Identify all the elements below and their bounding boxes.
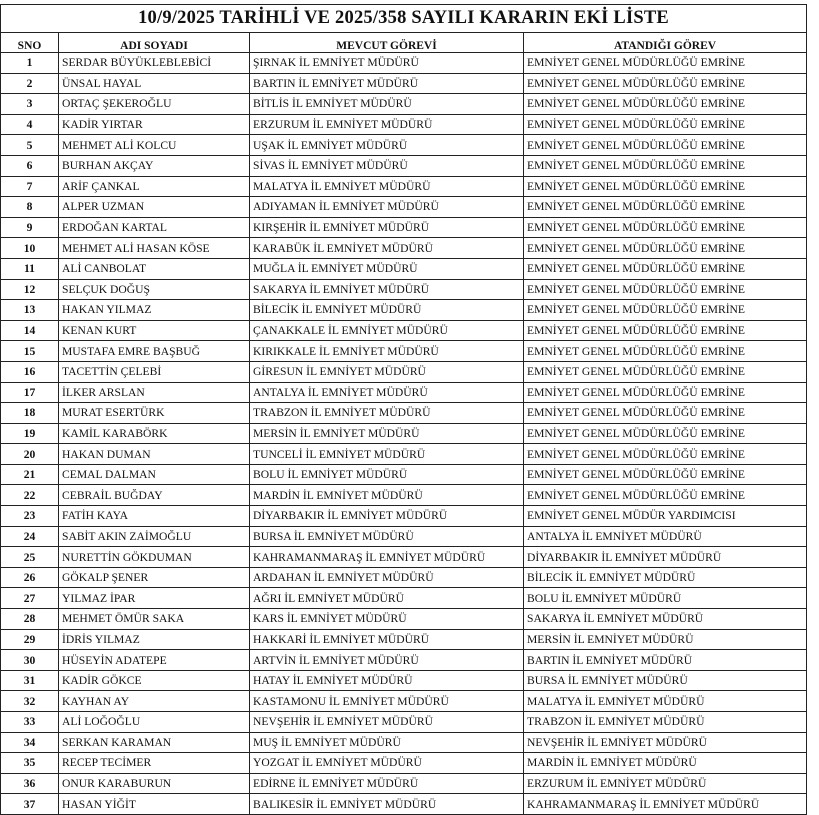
cell-sno: 21 [1, 464, 59, 485]
column-header-current: MEVCUT GÖREVİ [250, 33, 524, 53]
cell-current-duty: GİRESUN İL EMNİYET MÜDÜRÜ [250, 361, 524, 382]
cell-name: ERDOĞAN KARTAL [59, 217, 250, 238]
cell-name: İDRİS YILMAZ [59, 629, 250, 650]
cell-current-duty: AĞRI İL EMNİYET MÜDÜRÜ [250, 588, 524, 609]
table-row [1, 773, 807, 794]
cell-name: HASAN YİĞİT [59, 794, 250, 815]
cell-sno: 8 [1, 197, 59, 218]
cell-sno: 17 [1, 382, 59, 403]
cell-name: YILMAZ İPAR [59, 588, 250, 609]
cell-name: HAKAN DUMAN [59, 444, 250, 465]
table-row [1, 94, 807, 115]
cell-assigned-duty: EMNİYET GENEL MÜDÜRLÜĞÜ EMRİNE [524, 94, 807, 115]
assignment-table [0, 4, 807, 815]
table-row [1, 300, 807, 321]
cell-current-duty: KIRŞEHİR İL EMNİYET MÜDÜRÜ [250, 217, 524, 238]
table-row [1, 423, 807, 444]
table-row [1, 567, 807, 588]
cell-sno: 37 [1, 794, 59, 815]
cell-assigned-duty: BİLECİK İL EMNİYET MÜDÜRÜ [524, 567, 807, 588]
table-row [1, 588, 807, 609]
cell-current-duty: TUNCELİ İL EMNİYET MÜDÜRÜ [250, 444, 524, 465]
table-row [1, 197, 807, 218]
table-row [1, 506, 807, 527]
cell-name: TACETTİN ÇELEBİ [59, 361, 250, 382]
cell-assigned-duty: DİYARBAKIR İL EMNİYET MÜDÜRÜ [524, 547, 807, 568]
table-row [1, 217, 807, 238]
cell-name: HÜSEYİN ADATEPE [59, 650, 250, 671]
cell-assigned-duty: MARDİN İL EMNİYET MÜDÜRÜ [524, 753, 807, 774]
cell-sno: 2 [1, 73, 59, 94]
cell-name: SERKAN KARAMAN [59, 732, 250, 753]
cell-current-duty: NEVŞEHİR İL EMNİYET MÜDÜRÜ [250, 712, 524, 733]
cell-assigned-duty: EMNİYET GENEL MÜDÜRLÜĞÜ EMRİNE [524, 135, 807, 156]
cell-name: FATİH KAYA [59, 506, 250, 527]
cell-current-duty: SAKARYA İL EMNİYET MÜDÜRÜ [250, 279, 524, 300]
cell-sno: 35 [1, 753, 59, 774]
cell-name: ÜNSAL HAYAL [59, 73, 250, 94]
cell-current-duty: ANTALYA İL EMNİYET MÜDÜRÜ [250, 382, 524, 403]
cell-name: CEMAL DALMAN [59, 464, 250, 485]
cell-assigned-duty: MALATYA İL EMNİYET MÜDÜRÜ [524, 691, 807, 712]
cell-name: CEBRAİL BUĞDAY [59, 485, 250, 506]
cell-assigned-duty: EMNİYET GENEL MÜDÜRLÜĞÜ EMRİNE [524, 279, 807, 300]
column-header-name: ADI SOYADI [59, 33, 250, 53]
cell-sno: 7 [1, 176, 59, 197]
cell-sno: 1 [1, 53, 59, 74]
cell-current-duty: MERSİN İL EMNİYET MÜDÜRÜ [250, 423, 524, 444]
cell-assigned-duty: EMNİYET GENEL MÜDÜRLÜĞÜ EMRİNE [524, 73, 807, 94]
cell-assigned-duty: EMNİYET GENEL MÜDÜRLÜĞÜ EMRİNE [524, 217, 807, 238]
cell-assigned-duty: EMNİYET GENEL MÜDÜRLÜĞÜ EMRİNE [524, 403, 807, 424]
cell-assigned-duty: SAKARYA İL EMNİYET MÜDÜRÜ [524, 609, 807, 630]
cell-current-duty: BURSA İL EMNİYET MÜDÜRÜ [250, 526, 524, 547]
table-row [1, 361, 807, 382]
table-row [1, 794, 807, 815]
cell-current-duty: TRABZON İL EMNİYET MÜDÜRÜ [250, 403, 524, 424]
cell-sno: 15 [1, 341, 59, 362]
cell-sno: 31 [1, 670, 59, 691]
column-header-assigned: ATANDIĞI GÖREV [524, 33, 807, 53]
cell-sno: 14 [1, 320, 59, 341]
cell-assigned-duty: ERZURUM İL EMNİYET MÜDÜRÜ [524, 773, 807, 794]
cell-sno: 18 [1, 403, 59, 424]
cell-assigned-duty: EMNİYET GENEL MÜDÜRLÜĞÜ EMRİNE [524, 176, 807, 197]
cell-sno: 12 [1, 279, 59, 300]
cell-sno: 4 [1, 114, 59, 135]
cell-name: BURHAN AKÇAY [59, 155, 250, 176]
cell-name: ALİ CANBOLAT [59, 258, 250, 279]
cell-sno: 33 [1, 712, 59, 733]
table-row [1, 155, 807, 176]
cell-current-duty: DİYARBAKIR İL EMNİYET MÜDÜRÜ [250, 506, 524, 527]
cell-current-duty: ÇANAKKALE İL EMNİYET MÜDÜRÜ [250, 320, 524, 341]
cell-name: SERDAR BÜYÜKLEBLEBİCİ [59, 53, 250, 74]
cell-assigned-duty: EMNİYET GENEL MÜDÜRLÜĞÜ EMRİNE [524, 444, 807, 465]
table-body [1, 53, 807, 815]
cell-current-duty: ARDAHAN İL EMNİYET MÜDÜRÜ [250, 567, 524, 588]
cell-name: HAKAN YILMAZ [59, 300, 250, 321]
table-row [1, 341, 807, 362]
table-row [1, 382, 807, 403]
table-row [1, 650, 807, 671]
cell-sno: 16 [1, 361, 59, 382]
cell-current-duty: BARTIN İL EMNİYET MÜDÜRÜ [250, 73, 524, 94]
cell-name: KADİR YIRTAR [59, 114, 250, 135]
column-header-sno: SNO [1, 33, 59, 53]
cell-current-duty: MUŞ İL EMNİYET MÜDÜRÜ [250, 732, 524, 753]
cell-name: ONUR KARABURUN [59, 773, 250, 794]
cell-name: ALİ LOĞOĞLU [59, 712, 250, 733]
cell-assigned-duty: BURSA İL EMNİYET MÜDÜRÜ [524, 670, 807, 691]
cell-assigned-duty: EMNİYET GENEL MÜDÜRLÜĞÜ EMRİNE [524, 300, 807, 321]
table-row [1, 135, 807, 156]
cell-name: MEHMET ALİ HASAN KÖSE [59, 238, 250, 259]
cell-name: MEHMET ÖMÜR SAKA [59, 609, 250, 630]
cell-assigned-duty: EMNİYET GENEL MÜDÜRLÜĞÜ EMRİNE [524, 114, 807, 135]
table-row [1, 670, 807, 691]
cell-sno: 6 [1, 155, 59, 176]
title-row [1, 5, 807, 33]
cell-sno: 34 [1, 732, 59, 753]
cell-assigned-duty: NEVŞEHİR İL EMNİYET MÜDÜRÜ [524, 732, 807, 753]
cell-sno: 11 [1, 258, 59, 279]
cell-name: İLKER ARSLAN [59, 382, 250, 403]
cell-current-duty: HAKKARİ İL EMNİYET MÜDÜRÜ [250, 629, 524, 650]
cell-name: GÖKALP ŞENER [59, 567, 250, 588]
cell-assigned-duty: EMNİYET GENEL MÜDÜRLÜĞÜ EMRİNE [524, 382, 807, 403]
cell-name: KENAN KURT [59, 320, 250, 341]
cell-current-duty: YOZGAT İL EMNİYET MÜDÜRÜ [250, 753, 524, 774]
cell-name: ORTAÇ ŞEKEROĞLU [59, 94, 250, 115]
cell-current-duty: MARDİN İL EMNİYET MÜDÜRÜ [250, 485, 524, 506]
cell-assigned-duty: EMNİYET GENEL MÜDÜRLÜĞÜ EMRİNE [524, 320, 807, 341]
cell-name: SABİT AKIN ZAİMOĞLU [59, 526, 250, 547]
cell-assigned-duty: EMNİYET GENEL MÜDÜRLÜĞÜ EMRİNE [524, 485, 807, 506]
cell-assigned-duty: EMNİYET GENEL MÜDÜRLÜĞÜ EMRİNE [524, 258, 807, 279]
cell-assigned-duty: EMNİYET GENEL MÜDÜRLÜĞÜ EMRİNE [524, 53, 807, 74]
cell-assigned-duty: EMNİYET GENEL MÜDÜRLÜĞÜ EMRİNE [524, 464, 807, 485]
cell-sno: 5 [1, 135, 59, 156]
header-row [1, 33, 807, 53]
cell-current-duty: KIRIKKALE İL EMNİYET MÜDÜRÜ [250, 341, 524, 362]
cell-name: ARİF ÇANKAL [59, 176, 250, 197]
cell-sno: 36 [1, 773, 59, 794]
cell-name: KADİR GÖKCE [59, 670, 250, 691]
table-row [1, 238, 807, 259]
cell-current-duty: KARS İL EMNİYET MÜDÜRÜ [250, 609, 524, 630]
cell-name: SELÇUK DOĞUŞ [59, 279, 250, 300]
cell-current-duty: MALATYA İL EMNİYET MÜDÜRÜ [250, 176, 524, 197]
cell-current-duty: KARABÜK İL EMNİYET MÜDÜRÜ [250, 238, 524, 259]
cell-assigned-duty: EMNİYET GENEL MÜDÜRLÜĞÜ EMRİNE [524, 341, 807, 362]
cell-assigned-duty: MERSİN İL EMNİYET MÜDÜRÜ [524, 629, 807, 650]
cell-sno: 24 [1, 526, 59, 547]
table-row [1, 526, 807, 547]
cell-sno: 20 [1, 444, 59, 465]
cell-current-duty: ARTVİN İL EMNİYET MÜDÜRÜ [250, 650, 524, 671]
cell-name: MEHMET ALİ KOLCU [59, 135, 250, 156]
cell-sno: 9 [1, 217, 59, 238]
table-row [1, 712, 807, 733]
cell-current-duty: ADIYAMAN İL EMNİYET MÜDÜRÜ [250, 197, 524, 218]
table-row [1, 732, 807, 753]
cell-sno: 23 [1, 506, 59, 527]
cell-assigned-duty: TRABZON İL EMNİYET MÜDÜRÜ [524, 712, 807, 733]
cell-current-duty: BOLU İL EMNİYET MÜDÜRÜ [250, 464, 524, 485]
cell-assigned-duty: EMNİYET GENEL MÜDÜR YARDIMCISI [524, 506, 807, 527]
table-row [1, 320, 807, 341]
table-row [1, 629, 807, 650]
table-row [1, 464, 807, 485]
cell-assigned-duty: ANTALYA İL EMNİYET MÜDÜRÜ [524, 526, 807, 547]
table-row [1, 73, 807, 94]
table-row [1, 485, 807, 506]
cell-sno: 30 [1, 650, 59, 671]
table-row [1, 609, 807, 630]
cell-sno: 26 [1, 567, 59, 588]
cell-sno: 19 [1, 423, 59, 444]
cell-assigned-duty: EMNİYET GENEL MÜDÜRLÜĞÜ EMRİNE [524, 238, 807, 259]
cell-current-duty: KASTAMONU İL EMNİYET MÜDÜRÜ [250, 691, 524, 712]
cell-assigned-duty: KAHRAMANMARAŞ İL EMNİYET MÜDÜRÜ [524, 794, 807, 815]
cell-sno: 28 [1, 609, 59, 630]
cell-name: RECEP TECİMER [59, 753, 250, 774]
cell-assigned-duty: EMNİYET GENEL MÜDÜRLÜĞÜ EMRİNE [524, 423, 807, 444]
cell-current-duty: UŞAK İL EMNİYET MÜDÜRÜ [250, 135, 524, 156]
table-row [1, 753, 807, 774]
table-row [1, 279, 807, 300]
cell-sno: 25 [1, 547, 59, 568]
cell-name: ALPER UZMAN [59, 197, 250, 218]
cell-sno: 10 [1, 238, 59, 259]
cell-current-duty: BİLECİK İL EMNİYET MÜDÜRÜ [250, 300, 524, 321]
cell-name: MURAT ESERTÜRK [59, 403, 250, 424]
cell-current-duty: BALIKESİR İL EMNİYET MÜDÜRÜ [250, 794, 524, 815]
cell-sno: 13 [1, 300, 59, 321]
cell-assigned-duty: EMNİYET GENEL MÜDÜRLÜĞÜ EMRİNE [524, 197, 807, 218]
table-row [1, 53, 807, 74]
cell-sno: 29 [1, 629, 59, 650]
cell-assigned-duty: BARTIN İL EMNİYET MÜDÜRÜ [524, 650, 807, 671]
cell-sno: 22 [1, 485, 59, 506]
cell-sno: 3 [1, 94, 59, 115]
cell-sno: 27 [1, 588, 59, 609]
document-sheet [0, 4, 806, 815]
cell-name: NURETTİN GÖKDUMAN [59, 547, 250, 568]
cell-name: KAMİL KARABÖRK [59, 423, 250, 444]
cell-current-duty: SİVAS İL EMNİYET MÜDÜRÜ [250, 155, 524, 176]
cell-current-duty: BİTLİS İL EMNİYET MÜDÜRÜ [250, 94, 524, 115]
cell-current-duty: KAHRAMANMARAŞ İL EMNİYET MÜDÜRÜ [250, 547, 524, 568]
cell-assigned-duty: BOLU İL EMNİYET MÜDÜRÜ [524, 588, 807, 609]
table-row [1, 547, 807, 568]
cell-current-duty: EDİRNE İL EMNİYET MÜDÜRÜ [250, 773, 524, 794]
table-row [1, 444, 807, 465]
cell-assigned-duty: EMNİYET GENEL MÜDÜRLÜĞÜ EMRİNE [524, 155, 807, 176]
table-row [1, 403, 807, 424]
cell-name: MUSTAFA EMRE BAŞBUĞ [59, 341, 250, 362]
table-row [1, 114, 807, 135]
cell-current-duty: ERZURUM İL EMNİYET MÜDÜRÜ [250, 114, 524, 135]
table-row [1, 176, 807, 197]
cell-name: KAYHAN AY [59, 691, 250, 712]
cell-current-duty: ŞIRNAK İL EMNİYET MÜDÜRÜ [250, 53, 524, 74]
table-row [1, 258, 807, 279]
document-title: 10/9/2025 TARİHLİ VE 2025/358 SAYILI KARARIN EKİ LİSTE [1, 5, 807, 33]
table-row [1, 691, 807, 712]
cell-assigned-duty: EMNİYET GENEL MÜDÜRLÜĞÜ EMRİNE [524, 361, 807, 382]
cell-sno: 32 [1, 691, 59, 712]
cell-current-duty: HATAY İL EMNİYET MÜDÜRÜ [250, 670, 524, 691]
cell-current-duty: MUĞLA İL EMNİYET MÜDÜRÜ [250, 258, 524, 279]
